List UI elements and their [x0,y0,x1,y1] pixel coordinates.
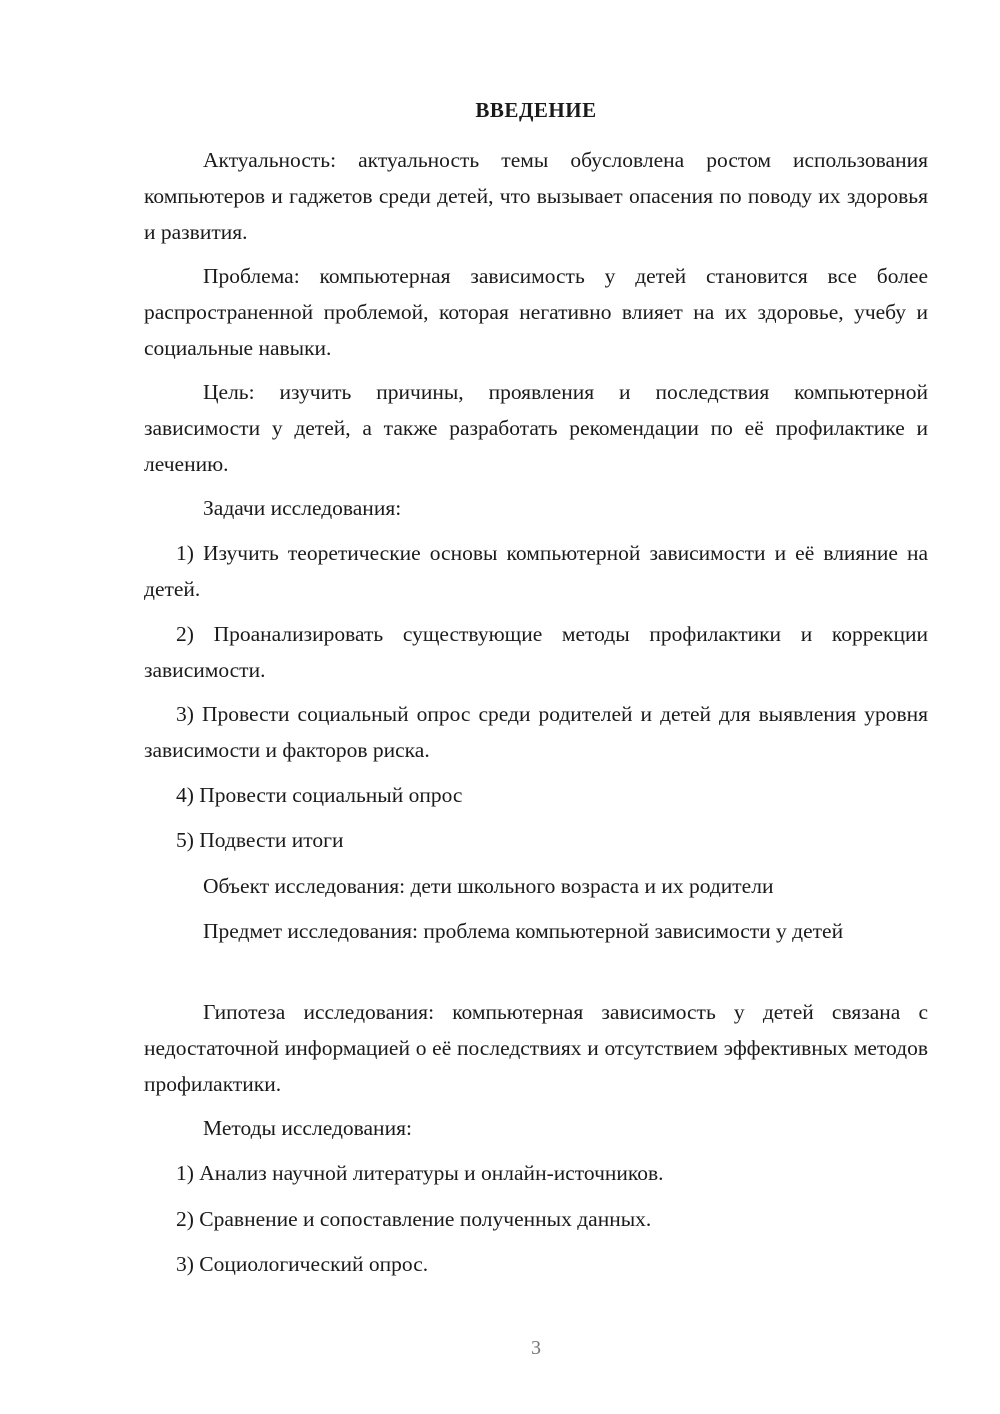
paragraph-goal: Цель: изучить причины, проявления и последствия компьютерной зависимости у детей, а также разработать рекомендации по её профилактике и лечению. [144,380,928,476]
paragraph-tasks-heading: Задачи исследования: [203,496,402,520]
page-number: 3 [531,1337,541,1359]
task-item-1: 1) Изучить теоретические основы компьютерной зависимости и её влияние на детей. [144,541,928,601]
paragraph-hypothesis: Гипотеза исследования: компьютерная зависимость у детей связана с недостаточной информацией о её последствиях и отсутствием эффективных методов профилактики. [144,1000,928,1096]
method-item-2: 2) Сравнение и сопоставление полученных данных. [176,1207,652,1231]
paragraph-object: Объект исследования: дети школьного возраста и их родители [203,874,774,898]
paragraph-methods-heading: Методы исследования: [203,1116,412,1140]
paragraph-problem: Проблема: компьютерная зависимость у детей становится все более распространенной проблемой, которая негативно влияет на их здоровье, учебу и социальные навыки. [144,264,928,360]
task-item-3: 3) Провести социальный опрос среди родителей и детей для выявления уровня зависимости и факторов риска. [144,702,928,762]
task-item-5: 5) Подвести итоги [176,828,344,852]
task-item-4: 4) Провести социальный опрос [176,783,463,807]
task-item-2: 2) Проанализировать существующие методы профилактики и коррекции зависимости. [144,622,928,682]
method-item-3: 3) Социологический опрос. [176,1252,429,1276]
paragraph-subject: Предмет исследования: проблема компьютерной зависимости у детей [203,919,844,943]
method-item-1: 1) Анализ научной литературы и онлайн-источников. [176,1161,664,1185]
paragraph-relevance: Актуальность: актуальность темы обусловлена ростом использования компьютеров и гаджетов среди детей, что вызывает опасения по поводу их здоровья и развития. [144,148,928,244]
section-title: ВВЕДЕНИЕ [475,98,597,122]
